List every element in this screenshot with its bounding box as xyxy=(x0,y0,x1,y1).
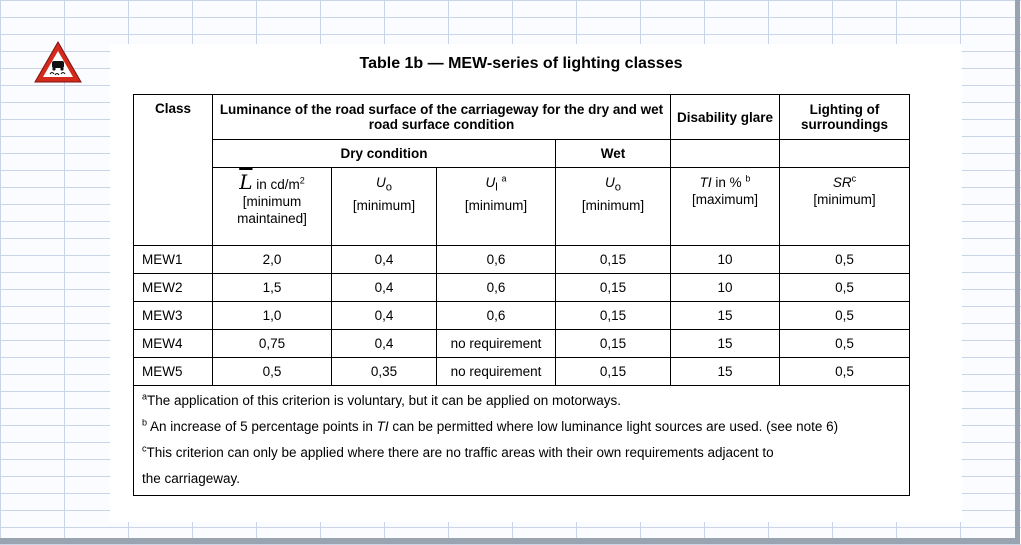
header-wet: Wet xyxy=(556,140,671,168)
luminance-unit: in cd/m xyxy=(256,177,300,192)
subheader-sr: $SR^c$ [minimum] xyxy=(780,168,910,246)
luminance-unit-exponent: 2 xyxy=(299,175,305,186)
header-class: Class xyxy=(134,95,213,246)
luminance-note: [minimum maintained] xyxy=(237,194,307,226)
subheader-uo-dry: $U_o$ [minimum] xyxy=(332,168,437,246)
luminance-symbol: $\overline{L}$ xyxy=(239,170,253,194)
table-row: MEW5 0,5 0,35 no requirement 0,15 15 0,5 xyxy=(134,358,910,386)
footnote-c-continued: the carriageway. xyxy=(142,471,241,486)
table-row: MEW1 2,0 0,4 0,6 0,15 10 0,5 xyxy=(134,246,910,274)
header-luminance-group: Luminance of the road surface of the carriageway for the dry and wet road surface condition xyxy=(213,95,671,140)
header-dry-condition: Dry condition xyxy=(213,140,556,168)
header-disability-glare: Disability glare xyxy=(671,95,780,140)
footnote-c: $^c$This criterion can only be applied where there are no traffic areas with their own requirements adjacent to xyxy=(142,443,774,460)
table-row: MEW3 1,0 0,4 0,6 0,15 15 0,5 xyxy=(134,302,910,330)
table-title: Table 1b — MEW-series of lighting classes xyxy=(359,55,683,72)
subheader-uo-wet: $U_o$ [minimum] xyxy=(556,168,671,246)
header-lighting-surroundings: Lighting of surroundings xyxy=(780,95,910,140)
footnote-a: $^a$The application of this criterion is voluntary, but it can be applied on motorways. xyxy=(142,391,622,408)
table-row: MEW4 0,75 0,4 no requirement 0,15 15 0,5 xyxy=(134,330,910,358)
subheader-ti: TI in % $^b$ [maximum] xyxy=(671,168,780,246)
footnote-b: $^b$ An increase of 5 percentage points in TI can be permitted where low luminance light sources are used. (see note 6) xyxy=(142,417,839,434)
subheader-ul: $U_l$ $^a$ [minimum] xyxy=(437,168,556,246)
table-row: MEW2 1,5 0,4 0,6 0,15 10 0,5 xyxy=(134,274,910,302)
